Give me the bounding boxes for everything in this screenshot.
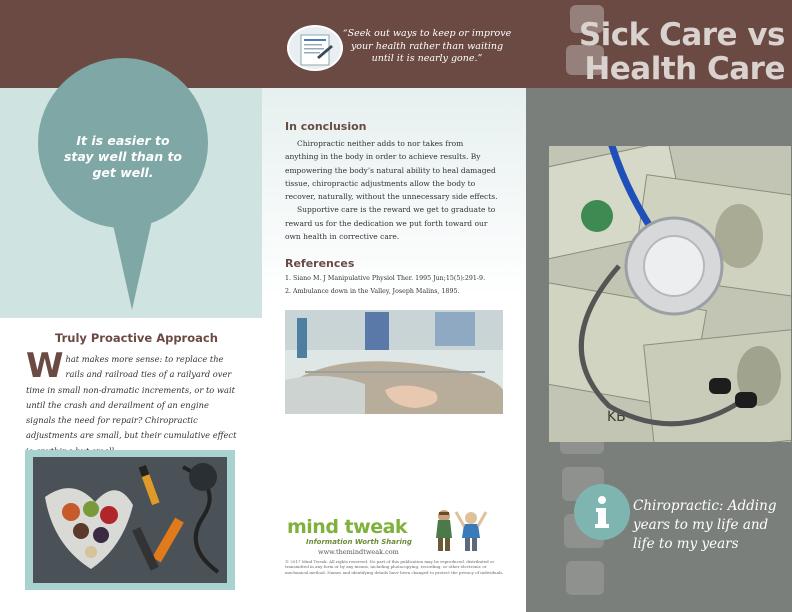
reference-item: 1. Siano M. J Manipulative Physiol Ther. 1995 Jun;15(5):291-9.: [285, 275, 486, 282]
brand-logo: mind tweak: [287, 516, 408, 538]
copyright-fineprint: © 2017 Mind Tweak. All rights reserved. No part of this publication may be reproduced, distributed or transmitted in any form or by any means, including photocopying, recording, or other electronic or mechanical method. Names and identifying details have been changed to protect the privacy of individuals.: [285, 559, 504, 575]
brand-url[interactable]: www.themindtweak.com: [318, 548, 399, 556]
drop-cap: W: [26, 346, 64, 386]
title-line-2: Health Care: [584, 51, 785, 87]
cartoon-figures: [426, 508, 501, 553]
bubble-text: It is easier to stay well than to get well.: [63, 133, 183, 180]
hospital-photo: [285, 310, 503, 414]
clipboard-icon: [287, 25, 343, 71]
info-statement: Chiropractic: Adding years to my life and life to my years: [633, 498, 777, 552]
conclusion-paragraph: Supportive care is the reward we get to graduate to reward us for the dedication we put forth toward our own health in corrective care.: [285, 205, 496, 242]
fitness-photo: [33, 457, 227, 583]
reference-item: 2. Ambulance down in the Valley, Joseph Malins, 1895.: [285, 288, 460, 295]
svg-text:KB: KB: [607, 409, 626, 425]
title-line-1: Sick Care vs: [578, 17, 785, 53]
references-list: [285, 272, 515, 298]
proactive-body: [26, 346, 238, 459]
proactive-text: hat makes more sense: to replace the rails and railroad ties of a railyard over time in small non-dramatic increments, or to wait until the crash and derailment of an engine signals the need for repair? Chiropractic adjustments are small, but their cumulative effect: [26, 354, 237, 441]
conclusion-heading: In conclusion: [285, 120, 367, 133]
speech-bubble-tail: [112, 220, 152, 310]
brand-tagline: Information Worth Sharing: [306, 538, 412, 546]
proactive-heading: Truly Proactive Approach: [55, 331, 218, 345]
money-stethoscope-photo: [549, 146, 791, 442]
conclusion-body: [285, 137, 499, 243]
header-quote: “Seek out ways to keep or improve your health rather than waiting until it is nearly gone.”: [342, 28, 512, 64]
info-icon: [574, 484, 630, 540]
references-heading: References: [285, 257, 355, 270]
fitness-photo-frame: [25, 450, 235, 590]
conclusion-paragraph: Chiropractic neither adds to nor takes from anything in the body in order to achieve results. By empowering the body’s natural ability to heal damaged tissue, chiropractic adjustments allow the body to recover, naturally, without the unnecessary side effects.: [285, 139, 498, 202]
